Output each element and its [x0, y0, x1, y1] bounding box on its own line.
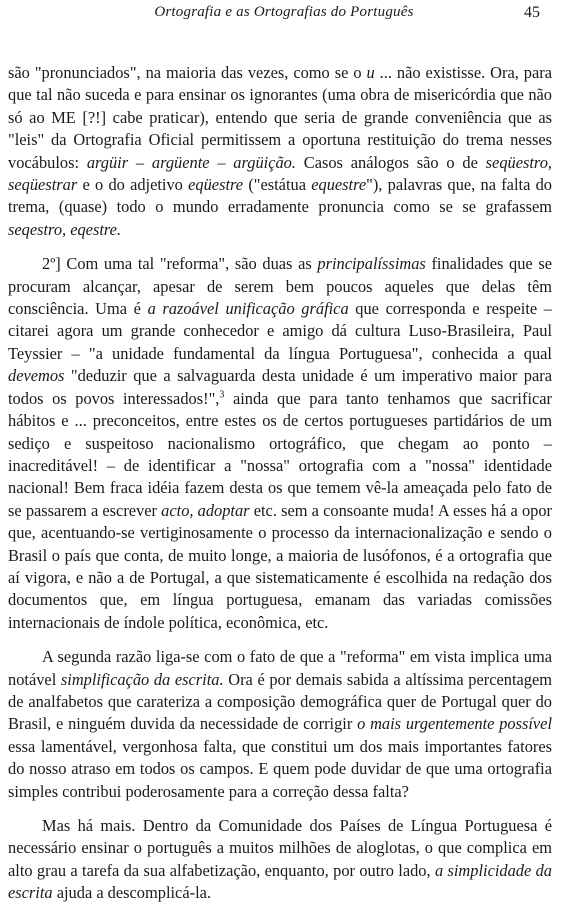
text-segment: "), palavras que, na falta do trema, (quase) todo o mundo erradamente pronuncia como se se grafassem	[8, 175, 552, 217]
italic-text: u	[366, 63, 375, 82]
page-body	[8, 62, 552, 905]
running-title: Ortografia e as Ortografias do Português	[154, 4, 414, 20]
text-segment: ("estátua	[243, 175, 312, 195]
paragraph	[8, 815, 552, 905]
text-segment: etc. sem a consoante muda! A esses há a opor que, acentuando-se vertiginosamente o processo da internacionalização e sendo o Brasil o país que conta, de muito longe, a maioria de lusófonos, é a ortografia que aí vigora, e não a de Portugal, a que sistematicamente é escolhida na redação dos documentos que, em língua portuguesa, emanam das variadas comissões internacionais de índole política, econômica, etc.	[8, 500, 552, 632]
text-segment: Ora é por demais sabida a altíssima percentagem de analfabetos que carateriza a composição demográfica quer de Portugal quer do Brasil, e ninguém duvida da necessidade de corrigir	[8, 669, 552, 734]
text-segment: ainda que para tanto tenhamos que sacrificar hábitos e ... preconceitos, entre estes os de certos portugueses partidários de um sediço e suspeitoso nacionalismo ortográfico, que chegam ao ponto – inacreditável! – de identificar a "nossa" ortografia com a "nossa" identidade nacional! Bem fraca idéia fazem desta os que temem vê-la ameaçada pelo fato de se passarem a escrever	[8, 388, 553, 520]
text-segment: são "pronunciados", na maioria das vezes, como se o	[8, 63, 367, 82]
paragraph	[8, 253, 552, 634]
page-number: 45	[524, 4, 540, 21]
text-segment: finalidades que se procuram alcançar, apesar de serem bem poucos aqueles que delas têm consciência. Uma é	[8, 254, 552, 319]
text-segment: e o do adjetivo	[77, 175, 189, 195]
italic-text: o mais urgentemente possível	[357, 714, 552, 734]
text-segment: "deduzir que a salvaguarda desta unidade é um imperativo maior para todos os povos interessados!",	[8, 366, 552, 408]
text-segment: Casos análogos são o de	[295, 152, 486, 172]
text-segment: A segunda razão liga-se com o fato de que a "reforma" em vista implica uma notável	[8, 647, 552, 689]
text-segment: ... não existisse. Ora, para que tal não suceda e para ensinar os ignorantes (uma obra de misericórdia que não só ao ME [?!] cabe praticar), entendo que seria de grande conveniência que as "leis" da Ortografia Oficial permitissem a oportuna restituição do trema nesses vocábulos:	[8, 63, 552, 172]
text-segment: que corresponda e respeite – citarei agora um grande conhecedor e amigo dá cultura Luso-Brasileira, Paul Teyssier – "a unidade fundamental da língua Portuguesa", conhecida a qual	[8, 299, 552, 363]
text-segment: ajuda a descomplicá-la.	[52, 883, 211, 903]
italic-text: argüir – argüente – argüição.	[86, 152, 296, 172]
running-header	[0, 4, 568, 26]
paragraph	[8, 646, 552, 803]
italic-text: devemos	[8, 366, 65, 386]
italic-text: acto, adoptar	[161, 500, 250, 520]
italic-text: principalíssimas	[317, 254, 426, 274]
italic-text: seqüestro, seqüestrar	[8, 152, 552, 195]
italic-text: seqestro, eqestre.	[8, 219, 122, 239]
footnote-marker: 3	[219, 389, 225, 401]
italic-text: a razoável unificação gráfica	[147, 299, 349, 319]
italic-text: simplificação da escrita.	[60, 669, 224, 689]
italic-text: equestre	[311, 175, 367, 195]
text-segment: Mas há mais. Dentro da Comunidade dos Países de Língua Portuguesa é necessário ensinar o português a muitos milhões de aloglotas, o que complica em alto grau a tarefa da sua alfabetização, enquanto, por outro lado,	[8, 816, 552, 880]
text-segment: 2º] Com uma tal "reforma", são duas as	[42, 254, 318, 274]
italic-text: a simplicidade da escrita	[8, 860, 553, 903]
italic-text: eqüestre	[188, 175, 244, 195]
paragraph	[8, 62, 552, 241]
text-segment: essa lamentável, vergonhosa falta, que constitui um dos mais importantes fatores do nosso atraso em todos os campos. E quem pode duvidar de que uma ortografia simples contribui poderosamente para a correção dessa falta?	[8, 736, 552, 801]
